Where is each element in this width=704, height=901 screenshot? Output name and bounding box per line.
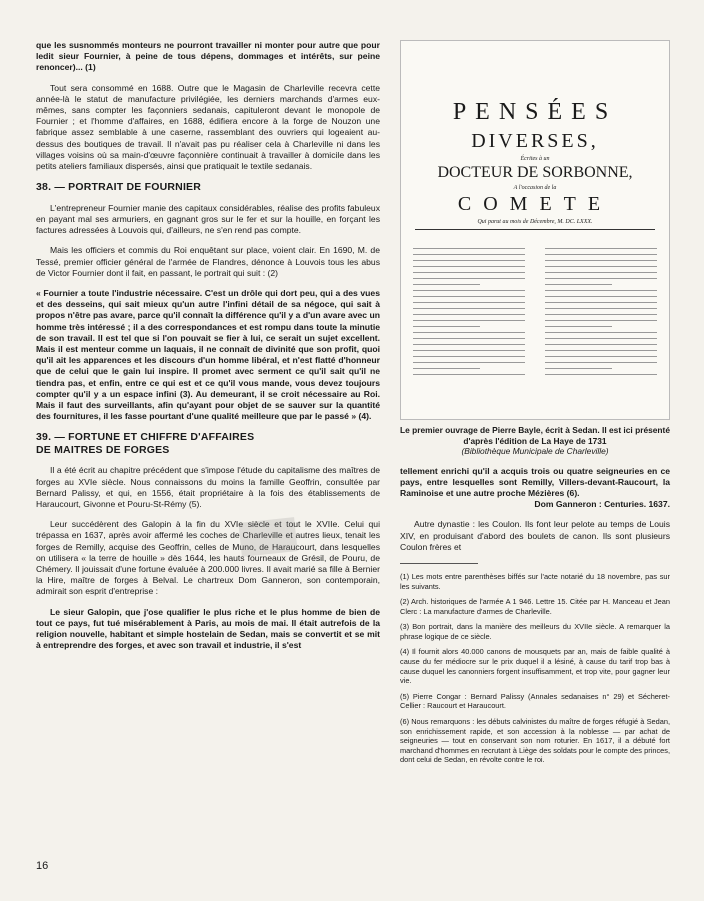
illegible-text-line bbox=[545, 326, 612, 327]
title-line-diverses: DIVERSES, bbox=[471, 130, 599, 152]
title-rule bbox=[415, 229, 655, 230]
illegible-text-line bbox=[545, 248, 657, 249]
quote-ganneron: Le sieur Galopin, que j'ose qualifier le plus riche et le plus homme de bien de tout ce pays, fut tué misérablement à Paris, au mois de mai. Il était autrefois de la religion nouvelle, habitant et simple hostelain de Sedan, mais se convertit et se mit à entreprendre des forges, et avec son travail et industrie, il s'est bbox=[36, 606, 380, 651]
book-title-page-image bbox=[400, 40, 670, 420]
quote-tesse: « Fournier a toute l'industrie nécessaire. C'est un drôle qui dort peu, qui a des vues et des desseins, qui sait mieux qu'un autre l'infini détail de sa négoce, qui sait à propos n'être pas avare, parce qu'il connaît la différence qu'il y a d'un avare avec un homme très intéressé ; il a des correspondances et est rompu dans toute la minutie de son travail. Il est tel que si l'on pouvait se fier à lui, ce serait un sujet excellent. Mais il est menteur comme un laquais, il ne connaît de divinité que son profit, quoi qu'il ait les apparences et les discours d'un homme libéral, et n'est flatté d'honneur que de celui que le gain lui inspire. Il promet avec serment ce qu'il sait qu'il ne tiendra pas, et enfin, entre ce qui est et ce qu'il vous mande, vous devez toujours compter qu'il y a un espace infini (3). Au demeurant, il se croit nécessaire au Roi. Mais il faut des surveillants, afin qu'ayant pour objet de se sauver sur la quantité des fournitures, il les fasse pourtant d'une qualité meilleure que par le passé » (4). bbox=[36, 287, 380, 422]
title-line-pensees: PENSÉES bbox=[452, 99, 618, 125]
illegible-text-line bbox=[413, 350, 525, 351]
illegible-text-line bbox=[413, 308, 525, 309]
illegible-text-line bbox=[413, 278, 525, 279]
section-heading-39-line1: 39. — FORTUNE ET CHIFFRE D'AFFAIRES bbox=[36, 431, 255, 444]
illegible-text-line bbox=[545, 266, 657, 267]
footnote-1: (1) Les mots entre parenthèses biffés sur l'acte notarié du 18 novembre, pas sur les suivants. bbox=[400, 571, 670, 591]
library-stamp bbox=[238, 517, 297, 557]
illegible-text-line bbox=[413, 254, 525, 255]
title-page-text-block bbox=[413, 243, 657, 409]
right-column bbox=[400, 40, 670, 771]
illegible-text-line bbox=[413, 272, 525, 273]
title-small-date: Qui parut au mois de Décembre, M. DC. LXXX. bbox=[477, 219, 593, 225]
paragraph-6: Leur succédèrent des Galopin à la fin du XVIe siècle et tout le XVIIe. Celui qui trépassa en 1637, après avoir affermé les coches de Charleville et autres lieux, tenait les forges de Remilly, acquise des Geoffrin, celles de Muno, de Haraucourt, dans lesquelles on utilisera « la terre de houille » dès 1644, les hauts fourneaux de Grésil, de Pouru, de Chémery. Il jouissait d'une fortune évaluée à 200.000 livres. Il avait marié sa fille à Bernier la Hire, maître de forges à Belval. Le chartreux Dom Ganneron, son contemporain, admirait son esprit d'entreprise : bbox=[36, 519, 380, 597]
illegible-text-line bbox=[545, 368, 612, 369]
illegible-text-line bbox=[413, 296, 525, 297]
footnote-6: (6) Nous remarquons : les débuts calvinistes du maître de forges réfugié à Sedan, son enrichissement rapide, et son accession à la noblesse — par achat de seigneuries — tout en conservant son nom roturier. En 1617, il a débuté fort marchand d'hommes en recrutant à Liège des soldats pour le compte des princes, dont celui de Sedan, en révolte contre le roi. bbox=[400, 717, 670, 765]
illegible-text-line bbox=[545, 338, 657, 339]
illegible-text-line bbox=[545, 350, 657, 351]
illegible-text-line bbox=[545, 296, 657, 297]
illegible-text-line bbox=[413, 248, 525, 249]
illegible-text-line bbox=[413, 356, 525, 357]
illegible-text-line bbox=[545, 260, 657, 261]
illegible-text-line bbox=[545, 320, 657, 321]
paragraph-7: Autre dynastie : les Coulon. Ils font leur pelote au temps de Louis XIV, en produisant d'abord des boulets de canon. Ils sont plusieurs Coulon frères et bbox=[400, 519, 670, 552]
title-page-right-col bbox=[545, 243, 657, 409]
illegible-text-line bbox=[545, 290, 657, 291]
title-small-ecrites: Écrites à un bbox=[520, 156, 550, 162]
illegible-text-line bbox=[545, 284, 612, 285]
figure-caption-source: (Bibliothèque Municipale de Charleville) bbox=[461, 446, 609, 456]
illegible-text-line bbox=[545, 362, 657, 363]
title-page-left-col bbox=[413, 243, 525, 409]
illegible-text-line bbox=[545, 332, 657, 333]
page-number: 16 bbox=[36, 860, 49, 872]
illegible-text-line bbox=[413, 320, 525, 321]
footnote-2: (2) Arch. historiques de l'armée A 1 946. Lettre 15. Citée par H. Manceau et Jean Clerc : La manufacture d'armes de Charleville. bbox=[400, 597, 670, 616]
illegible-text-line bbox=[545, 356, 657, 357]
title-line-docteur: DOCTEUR DE SORBONNE, bbox=[437, 164, 633, 181]
illegible-text-line bbox=[413, 284, 480, 285]
illegible-text-line bbox=[413, 290, 525, 291]
illegible-text-line bbox=[413, 344, 525, 345]
illegible-text-line bbox=[413, 302, 525, 303]
section-heading-39-line2: DE MAITRES DE FORGES bbox=[36, 443, 170, 456]
figure-caption: Le premier ouvrage de Pierre Bayle, écrit à Sedan. Il est ici présenté d'après l'édition de La Haye de 1731 bbox=[400, 425, 670, 446]
left-column bbox=[36, 40, 380, 651]
illegible-text-line bbox=[413, 266, 525, 267]
illegible-text-line bbox=[545, 302, 657, 303]
illegible-text-line bbox=[413, 374, 525, 375]
title-small-occasion: A l'occasion de la bbox=[513, 185, 557, 191]
illegible-text-line bbox=[413, 326, 480, 327]
footnote-5: (5) Pierre Congar : Bernard Palissy (Annales sedanaises n° 29) et Sécheret-Cellier : Raucourt et Haraucourt. bbox=[400, 691, 670, 711]
illegible-text-line bbox=[545, 308, 657, 309]
illegible-text-line bbox=[545, 254, 657, 255]
illegible-text-line bbox=[413, 314, 525, 315]
illegible-text-line bbox=[545, 272, 657, 273]
illegible-text-line bbox=[545, 374, 657, 375]
illegible-text-line bbox=[413, 362, 525, 363]
title-line-comete: COMETE bbox=[457, 193, 613, 215]
footnote-separator bbox=[400, 563, 478, 564]
paragraph-3: L'entrepreneur Fournier manie des capitaux considérables, réalise des profits fabuleux en payant mal ses armuriers, en gagnant gros sur le fer et sur la houille, en forçant les factures adressées à Louvois qui, d'ailleurs, ne s'en rend pas compte. bbox=[36, 202, 380, 236]
quote-attribution: Dom Ganneron : Centuries. 1637. bbox=[534, 499, 670, 510]
quote-ganneron-continued: tellement enrichi qu'il a acquis trois ou quatre seigneuries en ce pays, entre lesquelles sont Remilly, Villers-devant-Raucourt, la Raminoise et une autre proche Mézières (6). bbox=[400, 465, 670, 498]
footnote-4: (4) Il fournit alors 40.000 canons de mousquets par an, mais de faible qualité à cause du fer médiocre sur le prix duquel il a lésiné, à cause du tarif trop bas à cause duquel les canonniers forgent insuffisamment, et trop vite, pour gagner leur vie. bbox=[400, 647, 670, 686]
footnote-3: (3) Bon portrait, dans la manière des meilleurs du XVIIe siècle. A remarquer la phrase logique de ce siècle. bbox=[400, 622, 670, 641]
illegible-text-line bbox=[545, 344, 657, 345]
illegible-text-line bbox=[413, 332, 525, 333]
illegible-text-line bbox=[413, 260, 525, 261]
illegible-text-line bbox=[545, 278, 657, 279]
footnotes bbox=[400, 572, 670, 765]
paragraph-2: Tout sera consommé en 1688. Outre que le Magasin de Charleville recevra cette année-là le statut de manufacture privilégiée, les derniers marchands d'armes eux-mêmes, sans compter les façonniers sedanais, capituleront devant le monopole de Fournier ; et l'homme d'affaires, en 1688, édifiera encore à la forge de Nouzon une fabrique assez semblable à une caserne, rassemblant des ouvriers qui logeaient au-dessus des boutiques de travail. Il n'avait pas pu réaliser cela à Charleville ni dans les villages voisins où sa main-d'œuvre façonnière continuait à travailler à domicile dans les petits ateliers familiaux dispersés, ainsi que pratiquait le textile sedanais. bbox=[36, 82, 380, 172]
illegible-text-line bbox=[413, 368, 480, 369]
paragraph-5: Il a été écrit au chapitre précédent que s'impose l'étude du capitalisme des maîtres de forges au XVIe siècle. Nous connaissons du moins la famille Geoffrin, consultée par Bernard Palissy, et qui, en 1556, était propriétaire à la fois des établissements de Haraucourt, Givonne et Pouru-St-Rémy (5). bbox=[36, 465, 380, 509]
section-heading-38: 38. — PORTRAIT DE FOURNIER bbox=[36, 181, 202, 194]
paragraph-4: Mais les officiers et commis du Roi enquêtant sur place, voient clair. En 1690, M. de Tessé, premier officier général de l'armée de Flandres, dénonce à Louvois tous les abus de Victor Fournier dont il fait, en passant, le portrait qui suit : (2) bbox=[36, 245, 380, 278]
illegible-text-line bbox=[545, 314, 657, 315]
illegible-text-line bbox=[413, 338, 525, 339]
paragraph-1: que les susnommés monteurs ne pourront travailler ni monter pour autre que pour ledit sieur Fournier, à peine de tous dépens, dommages et intérêts, sur peine renoncer)... (1) bbox=[36, 40, 380, 73]
